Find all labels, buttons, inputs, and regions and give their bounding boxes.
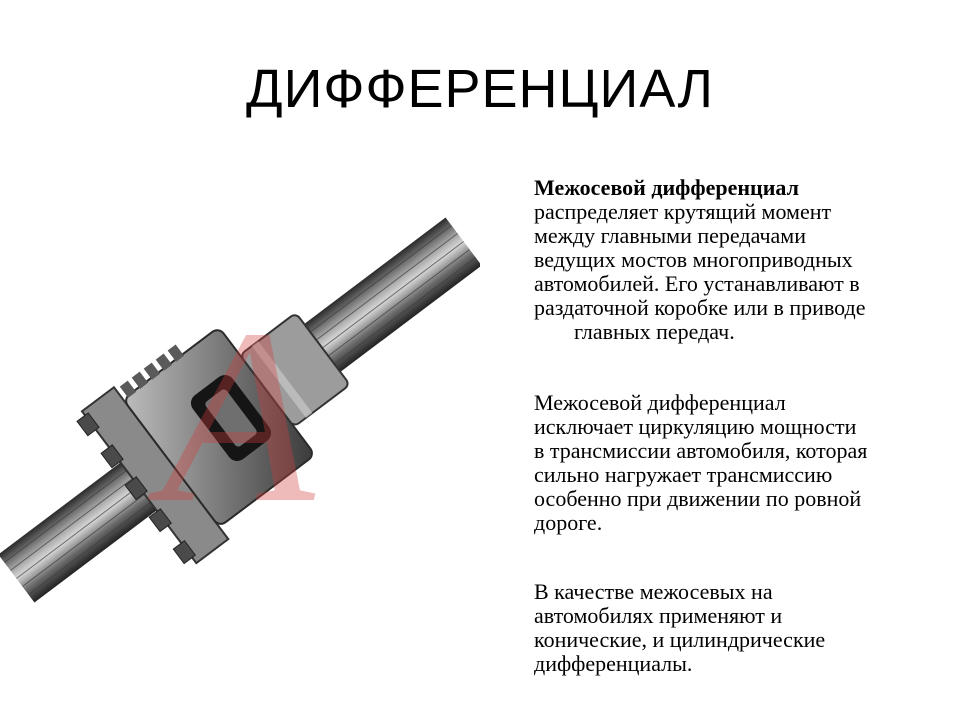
paragraph-3-line: В качестве межосевых на — [534, 579, 773, 604]
paragraph-2-line: особенно при движении по ровной — [534, 486, 862, 511]
paragraph-1-line: распределяет крутящий момент — [534, 199, 832, 224]
paragraph-1-bold-lead: Межосевой дифференциал — [534, 175, 799, 200]
paragraph-1-line: раздаточной коробке или в приводе — [534, 295, 866, 320]
paragraph-2 — [534, 391, 944, 535]
watermark-letter: А — [161, 278, 315, 555]
differential-illustration — [0, 170, 480, 650]
paragraph-1-line: главных передач. — [574, 319, 735, 344]
paragraph-3-line: автомобилях применяют и — [534, 603, 783, 628]
interaxle-differential-icon — [0, 170, 480, 650]
paragraph-3 — [534, 580, 944, 676]
paragraph-2-line: дороге. — [534, 510, 603, 535]
paragraph-3-line: конические, и цилиндрические — [534, 627, 826, 652]
paragraph-2-line: Межосевой дифференциал — [534, 390, 786, 415]
slide-title: ДИФФЕРЕНЦИАЛ — [246, 59, 714, 119]
paragraph-1-line: автомобилей. Его устанавливают в — [534, 271, 860, 296]
paragraph-2-line: сильно нагружает трансмиссию — [534, 462, 833, 487]
paragraph-1-line: между главными передачами — [534, 223, 806, 248]
paragraph-3-line: дифференциалы. — [534, 651, 693, 676]
paragraph-1 — [534, 176, 944, 344]
paragraph-1-line: ведущих мостов многоприводных — [534, 247, 853, 272]
paragraph-2-line: в трансмиссии автомобиля, которая — [534, 438, 868, 463]
paragraph-2-line: исключает циркуляцию мощности — [534, 414, 857, 439]
